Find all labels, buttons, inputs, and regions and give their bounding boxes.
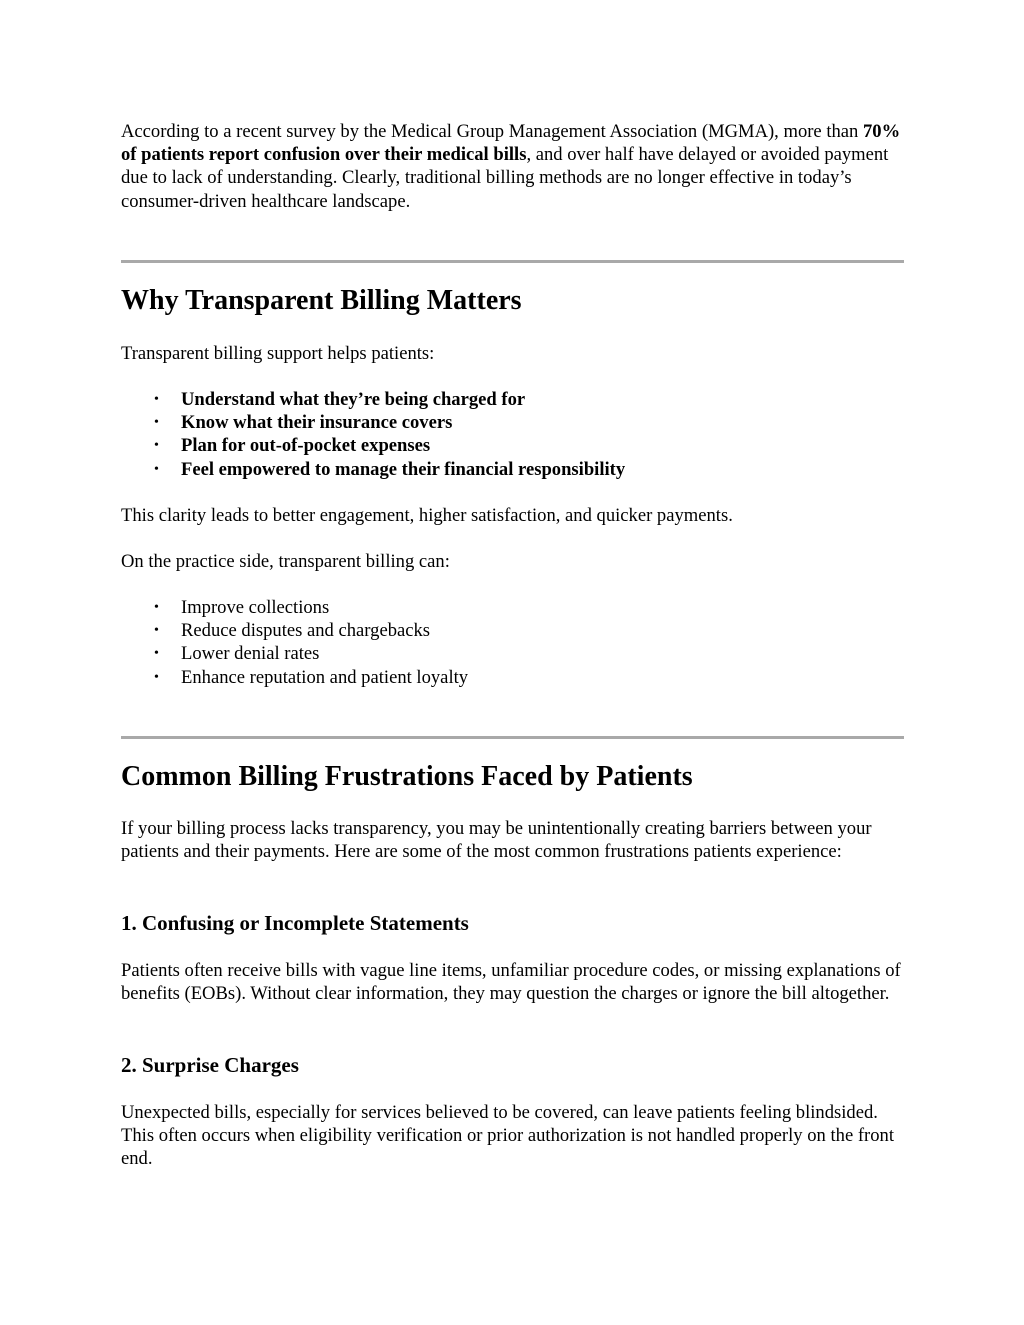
intro-text-end: , and over half have delayed or avoided payment due to lack of understanding. Clearly, traditional billing methods are no longer effective in today’s consumer-driven healthcare landscape. xyxy=(121,144,889,212)
bullet-icon: • xyxy=(154,623,159,639)
list-item: • Plan for out-of-pocket expenses xyxy=(154,435,431,457)
intro-highlight: 70% of patients report confusion over their medical bills xyxy=(121,121,901,166)
confusing-statements-paragraph: Patients often receive bills with vague line items, unfamiliar procedure codes, or missing explanations of benefits (EOBs). Without clear information, they may question the charges or ignore the bill altogether. xyxy=(121,960,901,1005)
patient-benefits-list xyxy=(121,388,904,481)
practice-lead-text: On the practice side, transparent billing can: xyxy=(121,551,450,572)
intro-text-start: According to a recent survey by the Medical Group Management Association (MGMA), more than xyxy=(121,121,863,142)
subheading-surprise-charges: 2. Surprise Charges xyxy=(121,1053,299,1077)
patients-lead-text: Transparent billing support helps patients: xyxy=(121,343,435,364)
bullet-icon: • xyxy=(154,415,159,431)
list-item: • Feel empowered to manage their financial responsibility xyxy=(154,458,626,480)
frustrations-intro-paragraph: If your billing process lacks transparency, you may be unintentionally creating barriers between your patients and their payments. Here are some of the most common frustrations patients experience: xyxy=(121,818,872,863)
bullet-icon: • xyxy=(154,461,159,477)
list-item: • Reduce disputes and chargebacks xyxy=(154,620,431,642)
section-divider xyxy=(121,736,904,739)
clarity-paragraph: This clarity leads to better engagement, higher satisfaction, and quicker payments. xyxy=(121,505,733,526)
intro-paragraph xyxy=(121,120,904,213)
list-item: • Understand what they’re being charged for xyxy=(154,389,526,410)
subheading-confusing-statements: 1. Confusing or Incomplete Statements xyxy=(121,911,469,935)
bullet-icon: • xyxy=(154,646,159,662)
section-heading-why-transparent: Why Transparent Billing Matters xyxy=(121,285,522,316)
bullet-icon: • xyxy=(154,600,159,615)
list-item: • Enhance reputation and patient loyalty xyxy=(154,666,469,688)
bullet-icon: • xyxy=(154,438,159,454)
bullet-icon: • xyxy=(154,669,159,685)
practice-benefits-list xyxy=(121,596,904,689)
section-heading-common-frustrations: Common Billing Frustrations Faced by Patients xyxy=(121,761,693,792)
surprise-charges-paragraph: Unexpected bills, especially for services believed to be covered, can leave patients feeling blindsided. This often occurs when eligibility verification or prior authorization is not handled properly on the front end. xyxy=(121,1102,894,1170)
section-divider xyxy=(121,260,904,263)
list-item: • Know what their insurance covers xyxy=(154,412,453,434)
list-item: • Improve collections xyxy=(154,597,330,618)
bullet-icon: • xyxy=(154,392,159,407)
list-item: • Lower denial rates xyxy=(154,643,320,665)
